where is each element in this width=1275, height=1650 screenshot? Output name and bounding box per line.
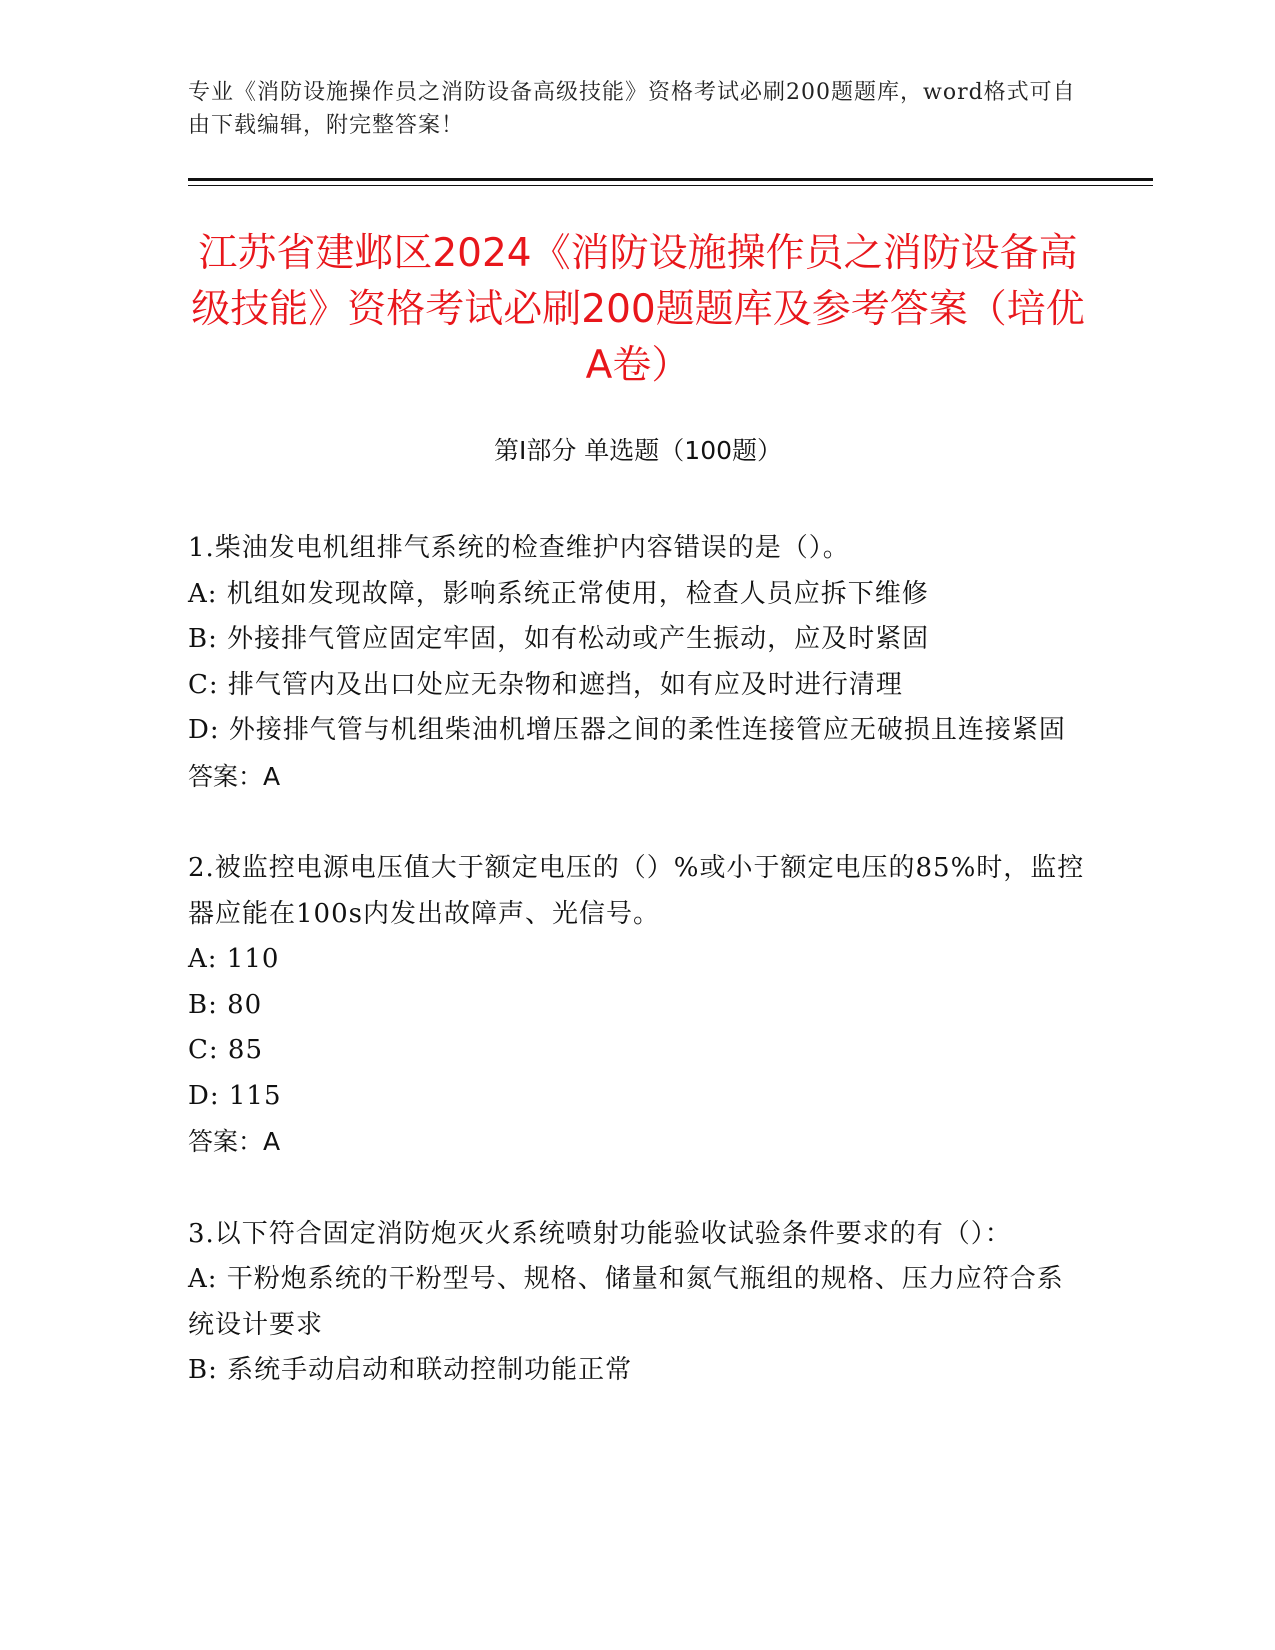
document-title: 江苏省建邺区2024《消防设施操作员之消防设备高级技能》资格考试必刷200题题库及参考答案（培优A卷） (191, 231, 1085, 388)
question-3 (188, 1212, 1088, 1394)
option-d: D: 外接排气管与机组柴油机增压器之间的柔性连接管应无破损且连接紧固 (188, 715, 1066, 745)
option-a: A: 干粉炮系统的干粉型号、规格、储量和氮气瓶组的规格、压力应符合系统设计要求 (188, 1264, 1064, 1340)
question-stem: 3.以下符合固定消防炮灭火系统喷射功能验收试验条件要求的有（）： (188, 1218, 1012, 1249)
question-list (188, 526, 1088, 1441)
option-b: B: 外接排气管应固定牢固，如有松动或产生振动，应及时紧固 (188, 624, 930, 654)
header-divider-thin (188, 185, 1153, 186)
answer-line: 答案：A (188, 1127, 281, 1156)
option-a: A: 机组如发现故障，影响系统正常使用，检查人员应拆下维修 (188, 578, 929, 609)
question-1 (188, 526, 1088, 799)
option-b: B: 系统手动启动和联动控制功能正常 (188, 1355, 633, 1385)
option-b: B: 80 (188, 989, 263, 1020)
question-stem: 1.柴油发电机组排气系统的检查维护内容错误的是（）。 (188, 533, 850, 563)
question-stem: 2.被监控电源电压值大于额定电压的（）%或小于额定电压的85%时，监控器应能在100s内发出故障声、光信号。 (188, 853, 1085, 929)
option-a: A: 110 (188, 944, 280, 974)
option-c: C: 85 (188, 1035, 264, 1065)
header-note: 专业《消防设施操作员之消防设备高级技能》资格考试必刷200题题库，word格式可自由下载编辑，附完整答案！ (188, 80, 1076, 138)
question-2 (188, 846, 1088, 1165)
section-heading: 第I部分 单选题（100题） (493, 436, 783, 465)
option-d: D: 115 (188, 1080, 282, 1111)
answer-line: 答案：A (188, 761, 281, 791)
header-divider-thick (188, 178, 1153, 181)
option-c: C: 排气管内及出口处应无杂物和遮挡，如有应及时进行清理 (188, 669, 903, 700)
